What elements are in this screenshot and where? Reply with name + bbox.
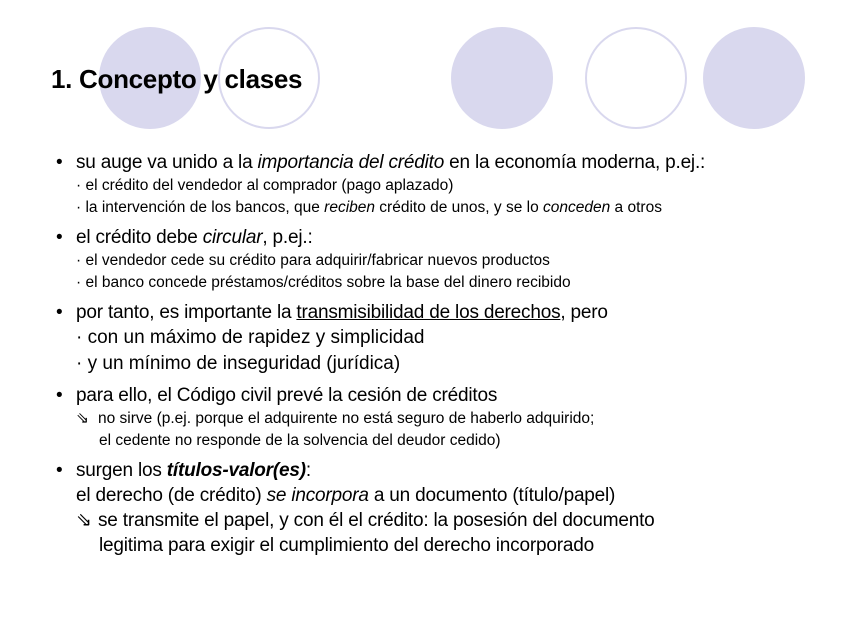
bullet-1-text: su auge va unido a la importancia del crédito en la economía moderna, p.ej.:: [76, 152, 706, 173]
bullet-dot: •: [56, 460, 63, 481]
bullet-5-line-2: el derecho (de crédito) se incorpora a un documento (título/papel): [76, 485, 616, 506]
bullet-4-text: para ello, el Código civil prevé la cesión de créditos: [76, 385, 498, 406]
sub-item: · el banco concede préstamos/créditos sobre la base del dinero recibido: [76, 274, 571, 291]
sub-item: · con un máximo de rapidez y simplicidad: [76, 327, 425, 348]
bullet-dot: •: [56, 227, 63, 248]
bullet-5-line-4: legitima para exigir el cumplimiento del derecho incorporado: [99, 535, 594, 556]
bullet-3: [56, 300, 841, 377]
arrow-icon: ⇘: [76, 510, 92, 531]
decor-circle-filled: [703, 27, 805, 129]
sub-item: el cedente no responde de la solvencia del deudor cedido): [99, 432, 501, 449]
bullet-dot: •: [56, 152, 63, 173]
bullet-5: [56, 458, 841, 558]
sub-item: ⇘ no sirve (p.ej. porque el adquirente no está seguro de haberlo adquirido;: [76, 408, 841, 430]
arrow-icon: ⇘: [76, 410, 89, 427]
sub-item: · el vendedor cede su crédito para adquirir/fabricar nuevos productos: [76, 252, 550, 269]
bullet-3-text: por tanto, es importante la transmisibilidad de los derechos, pero: [76, 302, 608, 323]
bullet-5-text: surgen los títulos-valor(es):: [76, 460, 311, 481]
bullet-4: [56, 383, 841, 452]
bullet-5-line-3: ⇘ se transmite el papel, y con él el crédito: la posesión del documento: [76, 510, 655, 531]
bullet-dot: •: [56, 302, 63, 323]
decor-circle-filled: [451, 27, 553, 129]
bullet-2-text: el crédito debe circular, p.ej.:: [76, 227, 313, 248]
bullet-1: [56, 150, 841, 219]
bullet-2: [56, 225, 841, 294]
sub-item: · y un mínimo de inseguridad (jurídica): [76, 353, 401, 374]
decor-circle-outline: [585, 27, 687, 129]
sub-item: · la intervención de los bancos, que reciben crédito de unos, y se lo conceden a otros: [76, 199, 662, 216]
sub-item: · el crédito del vendedor al comprador (pago aplazado): [76, 177, 454, 194]
slide-title: 1. Concepto y clases: [51, 64, 303, 94]
bullet-list: [56, 150, 841, 564]
bullet-dot: •: [56, 385, 63, 406]
